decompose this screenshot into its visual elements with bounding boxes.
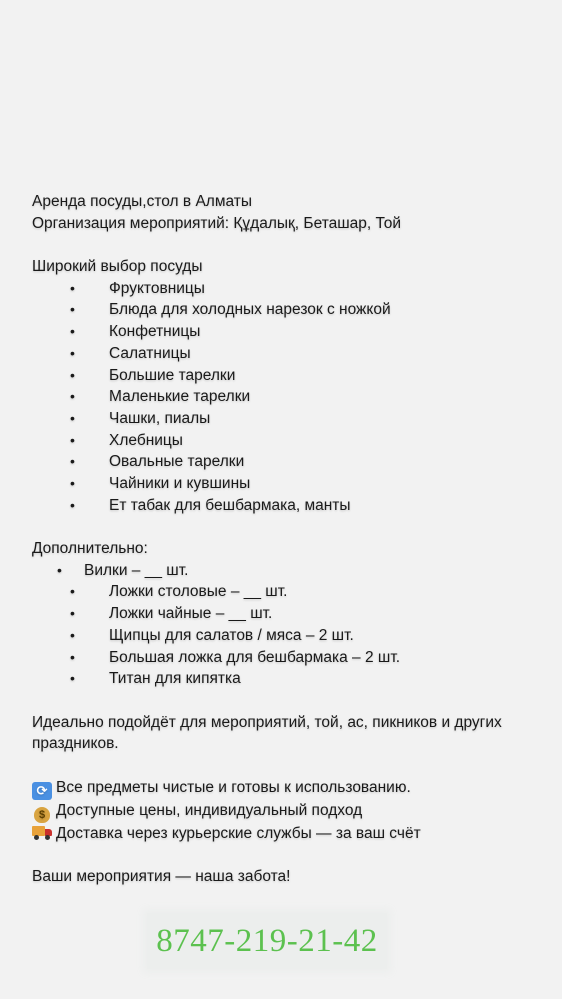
list-item — [32, 299, 542, 321]
list-item — [32, 365, 542, 387]
list-item-text: Щипцы для салатов / мяса – 2 шт. — [109, 626, 354, 644]
bullet: • — [70, 605, 75, 622]
list-item — [32, 386, 542, 408]
bullet: • — [70, 366, 75, 383]
feature-delivery — [32, 823, 542, 845]
bullet: • — [70, 626, 75, 643]
list-item-text: Фруктовницы — [109, 279, 205, 297]
feature-clean — [32, 777, 542, 800]
list-item — [32, 451, 542, 473]
list-item-text: Блюда для холодных нарезок с ножкой — [109, 301, 391, 319]
header-title: Аренда посуды,стол в Алматы — [32, 193, 253, 210]
list-item — [32, 495, 542, 517]
list-item-text: Конфетницы — [109, 323, 201, 341]
phone-number[interactable]: 8747-219-21-42 — [156, 922, 378, 959]
phone-banner — [147, 913, 387, 969]
list-item-text: Ет табак для бешбармака, манты — [109, 496, 351, 514]
bullet: • — [70, 583, 75, 600]
list-item-text: Овальные тарелки — [109, 453, 245, 471]
list-item-text: Большие тарелки — [109, 366, 236, 384]
list-item — [32, 647, 542, 669]
list-item-text: Титан для кипятка — [109, 670, 241, 688]
bullet: • — [70, 323, 75, 340]
ad-text — [32, 191, 542, 888]
list-item-text: Вилки – __ шт. — [84, 561, 189, 579]
money-bag-icon: $ — [32, 805, 52, 823]
feature-text: Все предметы чистые и готовы к использованию. — [56, 778, 411, 796]
selection-title: Широкий выбор посуды — [32, 258, 203, 276]
list-item-text: Хлебницы — [109, 431, 183, 449]
bullet: • — [70, 648, 75, 665]
bullet: • — [70, 279, 75, 296]
spacer — [32, 844, 542, 866]
bullet: • — [70, 409, 75, 426]
feature-text: Доставка через курьерские службы — за ваш счёт — [56, 824, 421, 842]
list-item — [32, 473, 542, 495]
spacer — [32, 755, 542, 777]
bullet: • — [70, 431, 75, 448]
closing-text: Ваши мероприятия — наша забота! — [32, 868, 291, 886]
bullet: • — [70, 301, 75, 318]
spacer — [32, 234, 542, 256]
list-item — [32, 278, 542, 300]
bullet: • — [57, 561, 62, 578]
list-item — [32, 668, 542, 690]
list-item — [32, 625, 542, 647]
list-item-text: Ложки чайные – __ шт. — [109, 605, 273, 623]
bullet: • — [70, 496, 75, 513]
list-item — [32, 408, 542, 430]
refresh-icon: ⟳ — [32, 782, 52, 800]
feature-price — [32, 800, 542, 823]
selection-list — [32, 278, 542, 517]
bullet: • — [70, 388, 75, 405]
list-item-text: Маленькие тарелки — [109, 388, 251, 406]
list-item-text: Чашки, пиалы — [109, 409, 211, 427]
list-item — [32, 560, 542, 582]
ideal-paragraph: Идеально подойдёт для мероприятий, той, ас, пикников и других праздников. — [32, 713, 502, 753]
feature-text: Доступные цены, индивидуальный подход — [56, 801, 363, 819]
list-item-text: Чайники и кувшины — [109, 474, 251, 492]
delivery-truck-icon — [32, 823, 52, 841]
bullet: • — [70, 453, 75, 470]
additional-list — [32, 560, 542, 690]
list-item — [32, 603, 542, 625]
list-item-text: Салатницы — [109, 344, 191, 362]
bullet: • — [70, 474, 75, 491]
additional-title: Дополнительно: — [32, 540, 148, 558]
list-item — [32, 343, 542, 365]
spacer — [32, 690, 542, 712]
spacer — [32, 516, 542, 538]
header-subtitle: Организация мероприятий: Құдалық, Беташар, Той — [32, 214, 402, 232]
list-item — [32, 430, 542, 452]
list-item — [32, 321, 542, 343]
list-item-text: Ложки столовые – __ шт. — [109, 583, 288, 601]
bullet: • — [70, 670, 75, 687]
list-item — [32, 581, 542, 603]
bullet: • — [70, 344, 75, 361]
list-item-text: Большая ложка для бешбармака – 2 шт. — [109, 648, 401, 666]
